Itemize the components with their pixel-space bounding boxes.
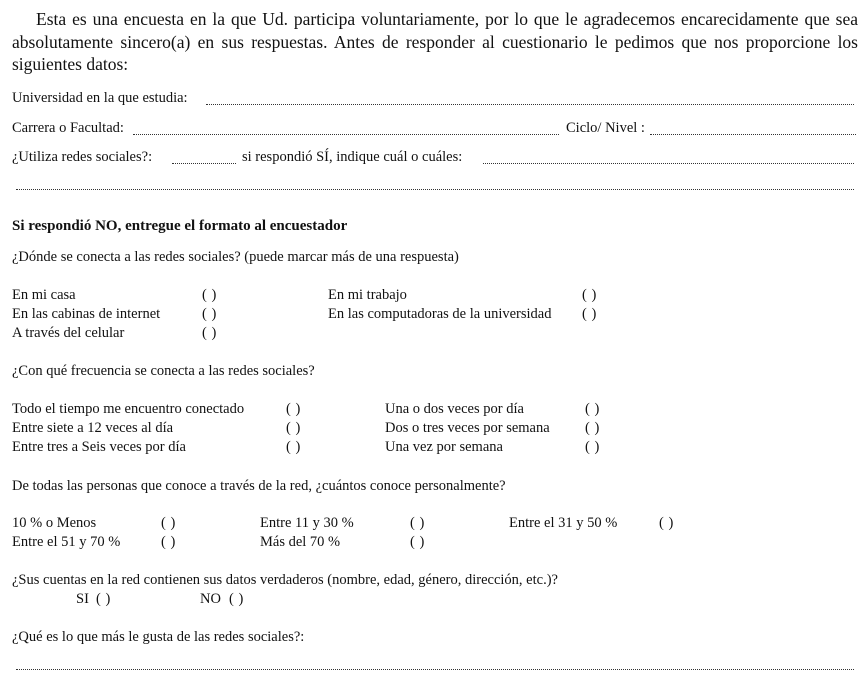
q2-check-always[interactable]: ( ) xyxy=(286,401,301,417)
q4-option-si: SI xyxy=(76,591,89,607)
question-4: ¿Sus cuentas en la red contienen sus datos verdaderos (nombre, edad, género, dirección, etc.)? xyxy=(12,572,558,588)
q2-option-seven-twelve: Entre siete a 12 veces al día xyxy=(12,420,174,436)
uses-social-label: ¿Utiliza redes sociales?: xyxy=(12,149,153,165)
q2-check-once-week[interactable]: ( ) xyxy=(585,439,600,455)
cycle-field[interactable] xyxy=(650,134,856,135)
q1-check-work[interactable]: ( ) xyxy=(582,287,597,303)
q2-option-once-twice-day: Una o dos veces por día xyxy=(385,401,524,417)
question-2: ¿Con qué frecuencia se conecta a las redes sociales? xyxy=(12,363,315,379)
q2-check-three-six[interactable]: ( ) xyxy=(286,439,301,455)
q1-option-work: En mi trabajo xyxy=(328,287,407,303)
q3-option-31-50: Entre el 31 y 50 % xyxy=(509,515,618,531)
q3-check-11-30[interactable]: ( ) xyxy=(410,515,425,531)
q4-check-no[interactable]: ( ) xyxy=(229,591,244,607)
q3-check-51-70[interactable]: ( ) xyxy=(161,534,176,550)
q1-option-cabins: En las cabinas de internet xyxy=(12,306,161,322)
intro-paragraph xyxy=(12,8,858,76)
cycle-label: Ciclo/ Nivel : xyxy=(566,120,645,136)
q3-option-10-less: 10 % o Menos xyxy=(12,515,97,531)
which-networks-label: si respondió SÍ, indique cuál o cuáles: xyxy=(242,149,463,165)
q3-option-51-70: Entre el 51 y 70 % xyxy=(12,534,121,550)
q2-check-seven-twelve[interactable]: ( ) xyxy=(286,420,301,436)
q3-option-11-30: Entre 11 y 30 % xyxy=(260,515,354,531)
q3-check-10-less[interactable]: ( ) xyxy=(161,515,176,531)
uses-social-field[interactable] xyxy=(172,163,236,164)
university-field[interactable] xyxy=(206,104,854,105)
q1-check-cellphone[interactable]: ( ) xyxy=(202,325,217,341)
intro-text: Esta es una encuesta en la que Ud. participa voluntariamente, por lo que le agradecemos encarecidamente que sea absolutamente sincero(a) en sus respuestas. Antes de responder al cuestionario le pedimos que nos proporcione los siguientes datos: xyxy=(12,9,858,74)
question-5: ¿Qué es lo que más le gusta de las redes sociales?: xyxy=(12,629,305,645)
q2-option-once-week: Una vez por semana xyxy=(385,439,503,455)
q2-option-two-three-week: Dos o tres veces por semana xyxy=(385,420,550,436)
q1-check-university-computers[interactable]: ( ) xyxy=(582,306,597,322)
question-3: De todas las personas que conoce a través de la red, ¿cuántos conoce personalmente? xyxy=(12,478,506,494)
q2-check-two-three-week[interactable]: ( ) xyxy=(585,420,600,436)
q2-check-once-twice-day[interactable]: ( ) xyxy=(585,401,600,417)
section-heading: Si respondió NO, entregue el formato al encuestador xyxy=(12,218,348,234)
q1-option-university-computers: En las computadoras de la universidad xyxy=(328,306,552,322)
question-1: ¿Dónde se conecta a las redes sociales? (puede marcar más de una respuesta) xyxy=(12,249,459,265)
career-field[interactable] xyxy=(133,134,559,135)
q2-option-always: Todo el tiempo me encuentro conectado xyxy=(12,401,245,417)
q1-option-cellphone: A través del celular xyxy=(12,325,125,341)
q5-answer-field[interactable] xyxy=(16,669,854,670)
q3-check-more-70[interactable]: ( ) xyxy=(410,534,425,550)
q1-check-home[interactable]: ( ) xyxy=(202,287,217,303)
q3-check-31-50[interactable]: ( ) xyxy=(659,515,674,531)
career-label: Carrera o Facultad: xyxy=(12,120,124,136)
q1-check-cabins[interactable]: ( ) xyxy=(202,306,217,322)
q1-option-home: En mi casa xyxy=(12,287,76,303)
q2-option-three-six: Entre tres a Seis veces por día xyxy=(12,439,186,455)
university-label: Universidad en la que estudia: xyxy=(12,90,188,106)
q3-option-more-70: Más del 70 % xyxy=(260,534,341,550)
q4-option-no: NO xyxy=(200,591,221,607)
q4-check-si[interactable]: ( ) xyxy=(96,591,111,607)
which-networks-field-line2[interactable] xyxy=(16,189,854,190)
which-networks-field[interactable] xyxy=(483,163,854,164)
